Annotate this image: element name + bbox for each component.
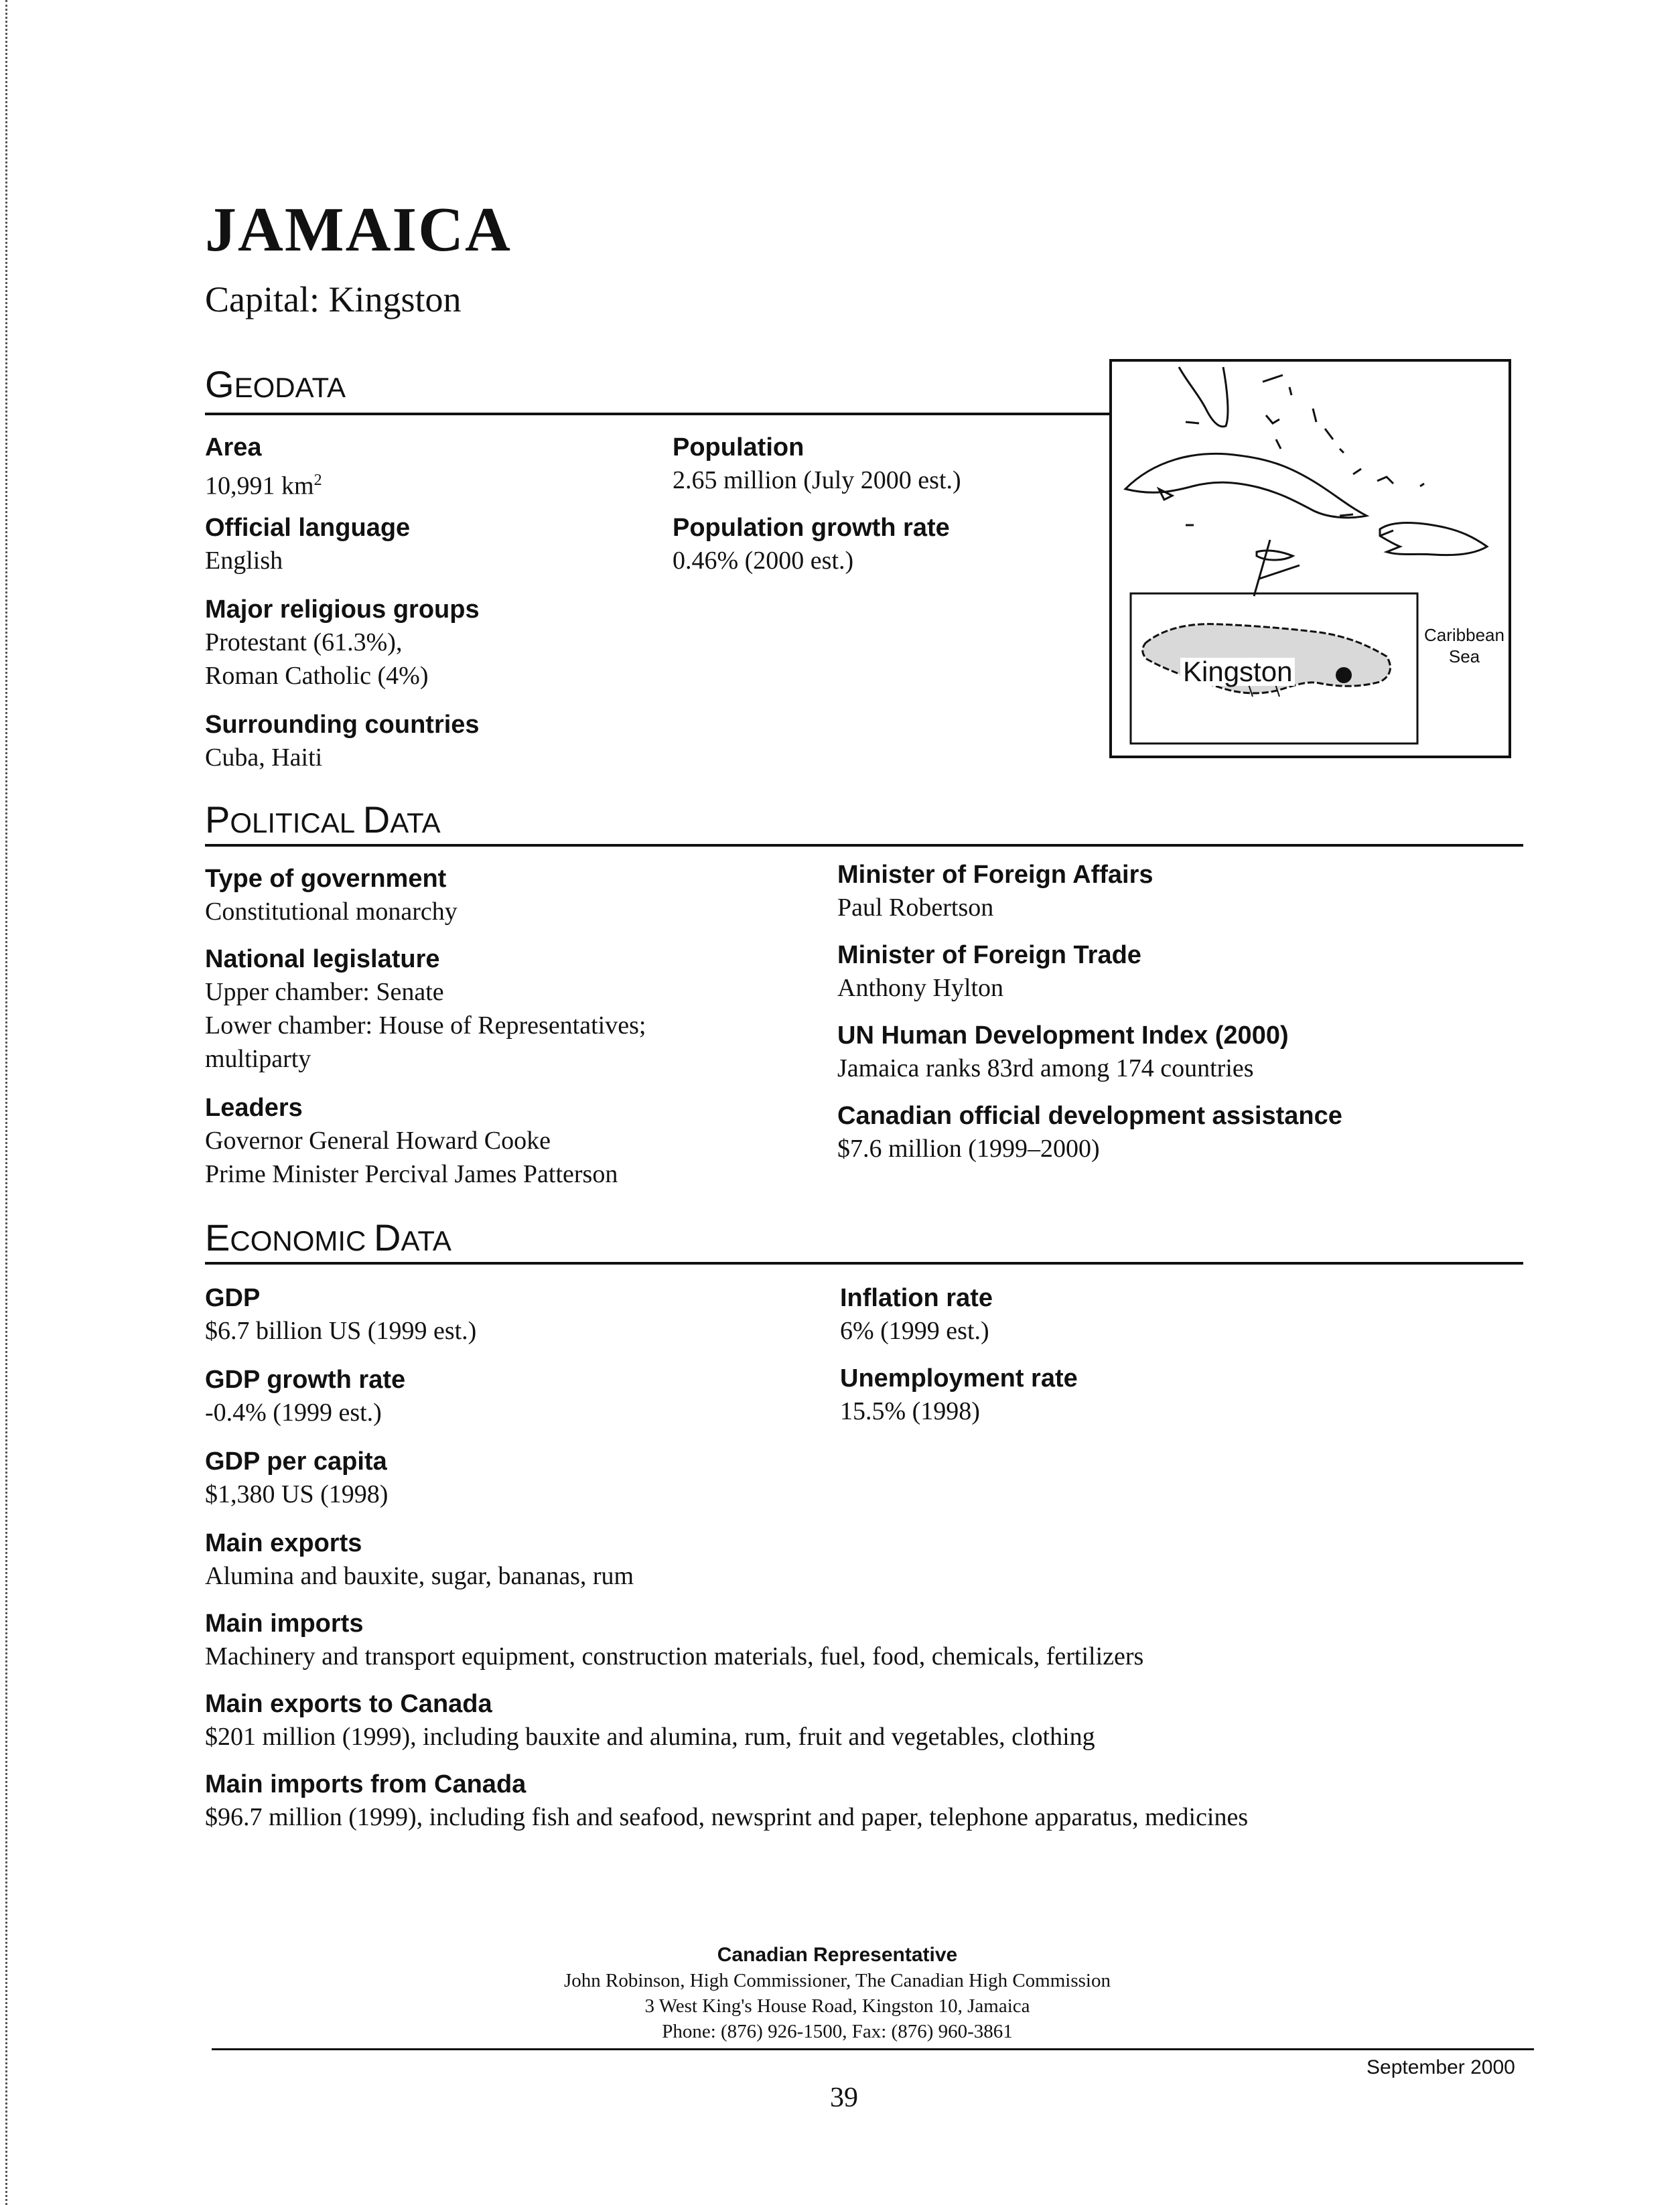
surrounding-field: [205, 709, 480, 774]
language-value: English: [205, 547, 283, 575]
population-growth-field: [673, 512, 950, 577]
footer-date: September 2000: [1367, 2056, 1515, 2078]
exports-canada-field: [205, 1688, 1095, 1754]
canadian-representative: [469, 1942, 1206, 2044]
footer-rule: [212, 2048, 1534, 2050]
foreign-affairs-value: Paul Robertson: [837, 894, 994, 922]
imports-canada-field: [205, 1768, 1248, 1834]
gdp-per-capita-field: [205, 1445, 388, 1511]
map-city-label: Kingston: [1180, 658, 1295, 686]
country-title: JAMAICA: [205, 195, 512, 265]
scan-edge: [5, 0, 7, 2205]
economic-heading: ECONOMIC DATA: [205, 1216, 451, 1259]
unemployment-field: [840, 1362, 1078, 1428]
gdp-per-capita-label: GDP per capita: [205, 1447, 387, 1476]
imports-canada-value: $96.7 million (1999), including fish and seafood, newsprint and paper, telephone apparatus, medicines: [205, 1803, 1249, 1831]
gdp-field: [205, 1282, 476, 1348]
unemployment-label: Unemployment rate: [840, 1364, 1078, 1393]
gdp-growth-value: -0.4% (1999 est.): [205, 1399, 382, 1427]
inflation-label: Inflation rate: [840, 1284, 993, 1312]
foreign-trade-field: [837, 939, 1141, 1005]
main-imports-label: Main imports: [205, 1610, 364, 1638]
hdi-field: [837, 1019, 1289, 1085]
map-drawing: [1112, 362, 1509, 756]
gdp-growth-field: [205, 1364, 405, 1429]
government-label: Type of government: [205, 865, 447, 893]
population-growth-value: 0.46% (2000 est.): [673, 547, 854, 575]
representative-title: Canadian Representative: [717, 1944, 958, 1966]
gdp-per-capita-value: $1,380 US (1998): [205, 1480, 389, 1508]
oda-field: [837, 1100, 1342, 1165]
religion-value-2: Roman Catholic (4%): [205, 662, 429, 690]
exports-canada-value: $201 million (1999), including bauxite and alumina, rum, fruit and vegetables, clothing: [205, 1723, 1095, 1751]
representative-name: John Robinson, High Commissioner, The Canadian High Commission: [564, 1970, 1111, 1991]
oda-label: Canadian official development assistance: [837, 1102, 1342, 1130]
gdp-growth-label: GDP growth rate: [205, 1366, 406, 1394]
page-number: 39: [830, 2082, 858, 2113]
imports-canada-label: Main imports from Canada: [205, 1770, 527, 1798]
leaders-label: Leaders: [205, 1094, 303, 1122]
government-field: [205, 863, 458, 928]
government-value: Constitutional monarchy: [205, 898, 458, 926]
geodata-heading-rest: EODATA: [234, 372, 346, 403]
map-sea-label: Caribbean Sea: [1424, 625, 1504, 666]
main-imports-field: [205, 1608, 1143, 1673]
representative-phone: Phone: (876) 926-1500, Fax: (876) 960-3861: [662, 2021, 1013, 2042]
hdi-value: Jamaica ranks 83rd among 174 countries: [837, 1054, 1254, 1082]
area-value: 10,991 $km^2$: [205, 472, 322, 500]
gdp-value: $6.7 billion US (1999 est.): [205, 1317, 477, 1345]
population-value: 2.65 million (July 2000 est.): [673, 466, 961, 494]
inflation-value: 6% (1999 est.): [840, 1317, 989, 1345]
gdp-label: GDP: [205, 1284, 261, 1312]
legislature-field: [205, 943, 646, 1076]
surrounding-value: Cuba, Haiti: [205, 743, 323, 772]
religion-label: Major religious groups: [205, 595, 480, 624]
foreign-trade-value: Anthony Hylton: [837, 974, 1004, 1002]
unemployment-value: 15.5% (1998): [840, 1397, 980, 1425]
religion-field: [205, 593, 480, 693]
geodata-heading-initial: G: [205, 363, 234, 405]
religion-value-1: Protestant (61.3%),: [205, 628, 403, 656]
legislature-value-3: multiparty: [205, 1045, 311, 1073]
geodata-rule: [205, 413, 1109, 415]
leaders-field: [205, 1092, 618, 1191]
language-field: [205, 512, 410, 577]
leaders-value-1: Governor General Howard Cooke: [205, 1127, 551, 1155]
hdi-label: UN Human Development Index (2000): [837, 1021, 1289, 1050]
exports-canada-label: Main exports to Canada: [205, 1690, 492, 1718]
foreign-affairs-field: [837, 859, 1153, 924]
legislature-value-1: Upper chamber: Senate: [205, 978, 444, 1006]
capital-subtitle: Capital: Kingston: [205, 279, 462, 319]
area-label: Area: [205, 433, 262, 461]
foreign-affairs-label: Minister of Foreign Affairs: [837, 861, 1153, 889]
caribbean-map: [1109, 359, 1511, 758]
main-exports-field: [205, 1527, 634, 1593]
area-field: [205, 431, 322, 503]
inflation-field: [840, 1282, 993, 1348]
political-rule: [205, 844, 1523, 847]
legislature-value-2: Lower chamber: House of Representatives;: [205, 1011, 646, 1040]
population-growth-label: Population growth rate: [673, 514, 950, 542]
legislature-label: National legislature: [205, 945, 440, 973]
political-heading: POLITICAL DATA: [205, 798, 441, 841]
main-exports-label: Main exports: [205, 1529, 362, 1557]
leaders-value-2: Prime Minister Percival James Patterson: [205, 1160, 618, 1188]
language-label: Official language: [205, 514, 411, 542]
population-field: [673, 431, 961, 497]
representative-address: 3 West King's House Road, Kingston 10, Jamaica: [644, 1995, 1030, 2017]
oda-value: $7.6 million (1999–2000): [837, 1135, 1100, 1163]
main-imports-value: Machinery and transport equipment, construction materials, fuel, food, chemicals, fertilizers: [205, 1642, 1144, 1670]
main-exports-value: Alumina and bauxite, sugar, bananas, rum: [205, 1562, 634, 1590]
geodata-heading: [205, 363, 346, 405]
foreign-trade-label: Minister of Foreign Trade: [837, 941, 1141, 969]
economic-rule: [205, 1262, 1523, 1265]
surrounding-label: Surrounding countries: [205, 711, 480, 739]
population-label: Population: [673, 433, 804, 461]
